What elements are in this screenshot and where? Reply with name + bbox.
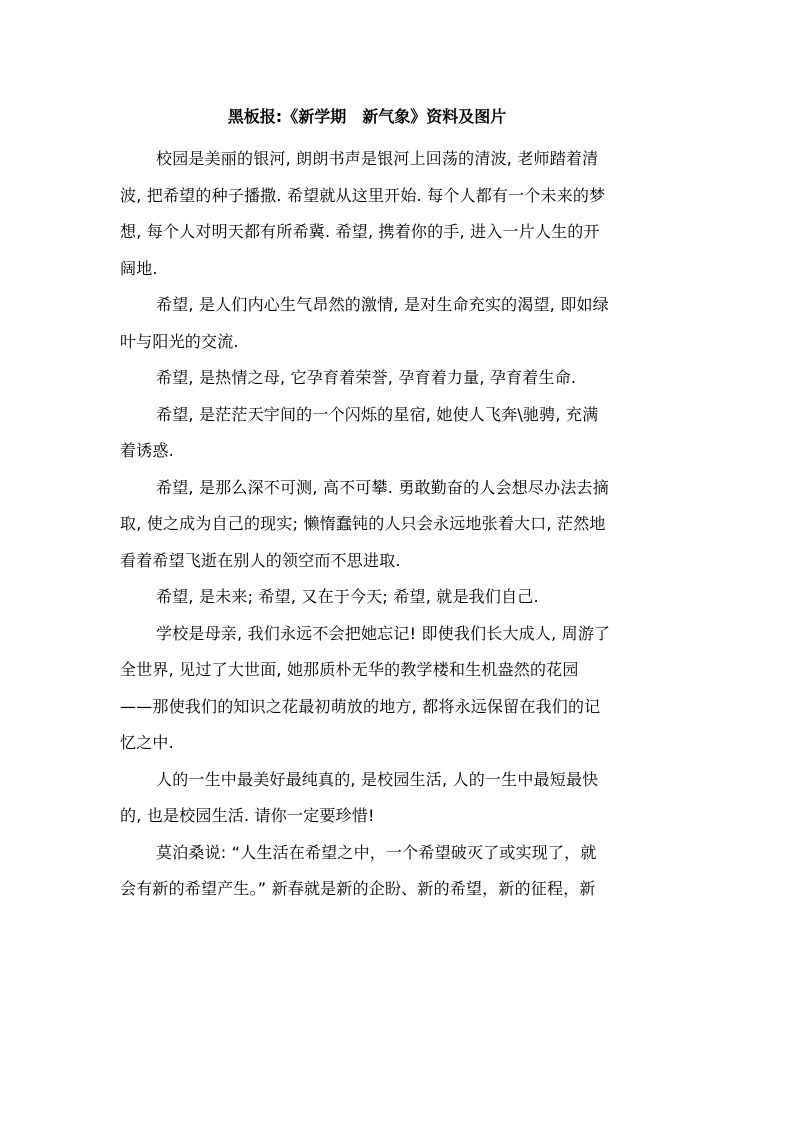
text-line: 希望, 是那么深不可测, 高不可攀. 勇敢勤奋的人会想尽办法去摘 (156, 477, 609, 497)
text-line: 叶与阳光的交流. (120, 331, 239, 351)
document-title: 黑板报:《新学期 新气象》资料及图片 (227, 107, 507, 126)
text-line: 希望, 是热情之母, 它孕育着荣誉, 孕育着力量, 孕育着生命. (156, 368, 577, 387)
paragraph-6 (120, 579, 676, 616)
text-line: 会有新的希望产生。” 新春就是新的企盼、新的希望，新的征程，新 (120, 879, 596, 898)
paragraph-4 (120, 397, 676, 470)
document-body (120, 141, 676, 908)
text-line: 波, 把希望的种子播撒. 希望就从这里开始. 每个人都有一个未来的梦 (120, 185, 606, 205)
text-line: 阔地. (120, 258, 158, 278)
paragraph-8 (120, 762, 676, 835)
text-line: 看着希望飞逝在别人的领空而不思进取. (120, 550, 401, 570)
text-line: 人的一生中最美好最纯真的, 是校园生活, 人的一生中最短最快 (156, 769, 599, 789)
text-line: 忆之中. (120, 733, 174, 752)
text-line: 希望, 是茫茫天宇间的一个闪烁的星宿, 她使人飞奔\驰骋, 充满 (156, 404, 599, 424)
paragraph-2 (120, 287, 676, 360)
text-line: 着诱惑. (120, 441, 174, 460)
text-line: 的, 也是校园生活. 请你一定要珍惜! (120, 806, 375, 825)
paragraph-7 (120, 616, 676, 762)
paragraph-5 (120, 470, 676, 580)
text-line: 莫泊桑说: “人生活在希望之中，一个希望破灭了或实现了，就 (156, 842, 597, 862)
text-line: 学校是母亲, 我们永远不会把她忘记! 即使我们长大成人, 周游了 (156, 623, 611, 643)
text-line: 取, 使之成为自己的现实; 懒惰蠢钝的人只会永远地张着大口, 茫然地 (120, 514, 606, 533)
text-line: 全世界, 见过了大世面, 她那质朴无华的教学楼和生机盎然的花园 (120, 660, 579, 679)
paragraph-3 (120, 360, 676, 397)
paragraph-9 (120, 835, 676, 908)
text-line: 校园是美丽的银河, 朗朗书声是银河上回荡的清波, 老师踏着清 (156, 149, 599, 168)
text-line: 想, 每个人对明天都有所希冀. 希望, 携着你的手, 进入一片人生的开 (120, 222, 600, 241)
text-line: ——那使我们的知识之花最初萌放的地方, 都将永远保留在我们的记 (120, 696, 601, 716)
paragraph-1 (120, 141, 676, 287)
text-line: 希望, 是人们内心生气昂然的激情, 是对生命充实的渴望, 即如绿 (156, 295, 609, 314)
text-line: 希望, 是未来; 希望, 又在于今天; 希望, 就是我们自己. (156, 587, 539, 606)
